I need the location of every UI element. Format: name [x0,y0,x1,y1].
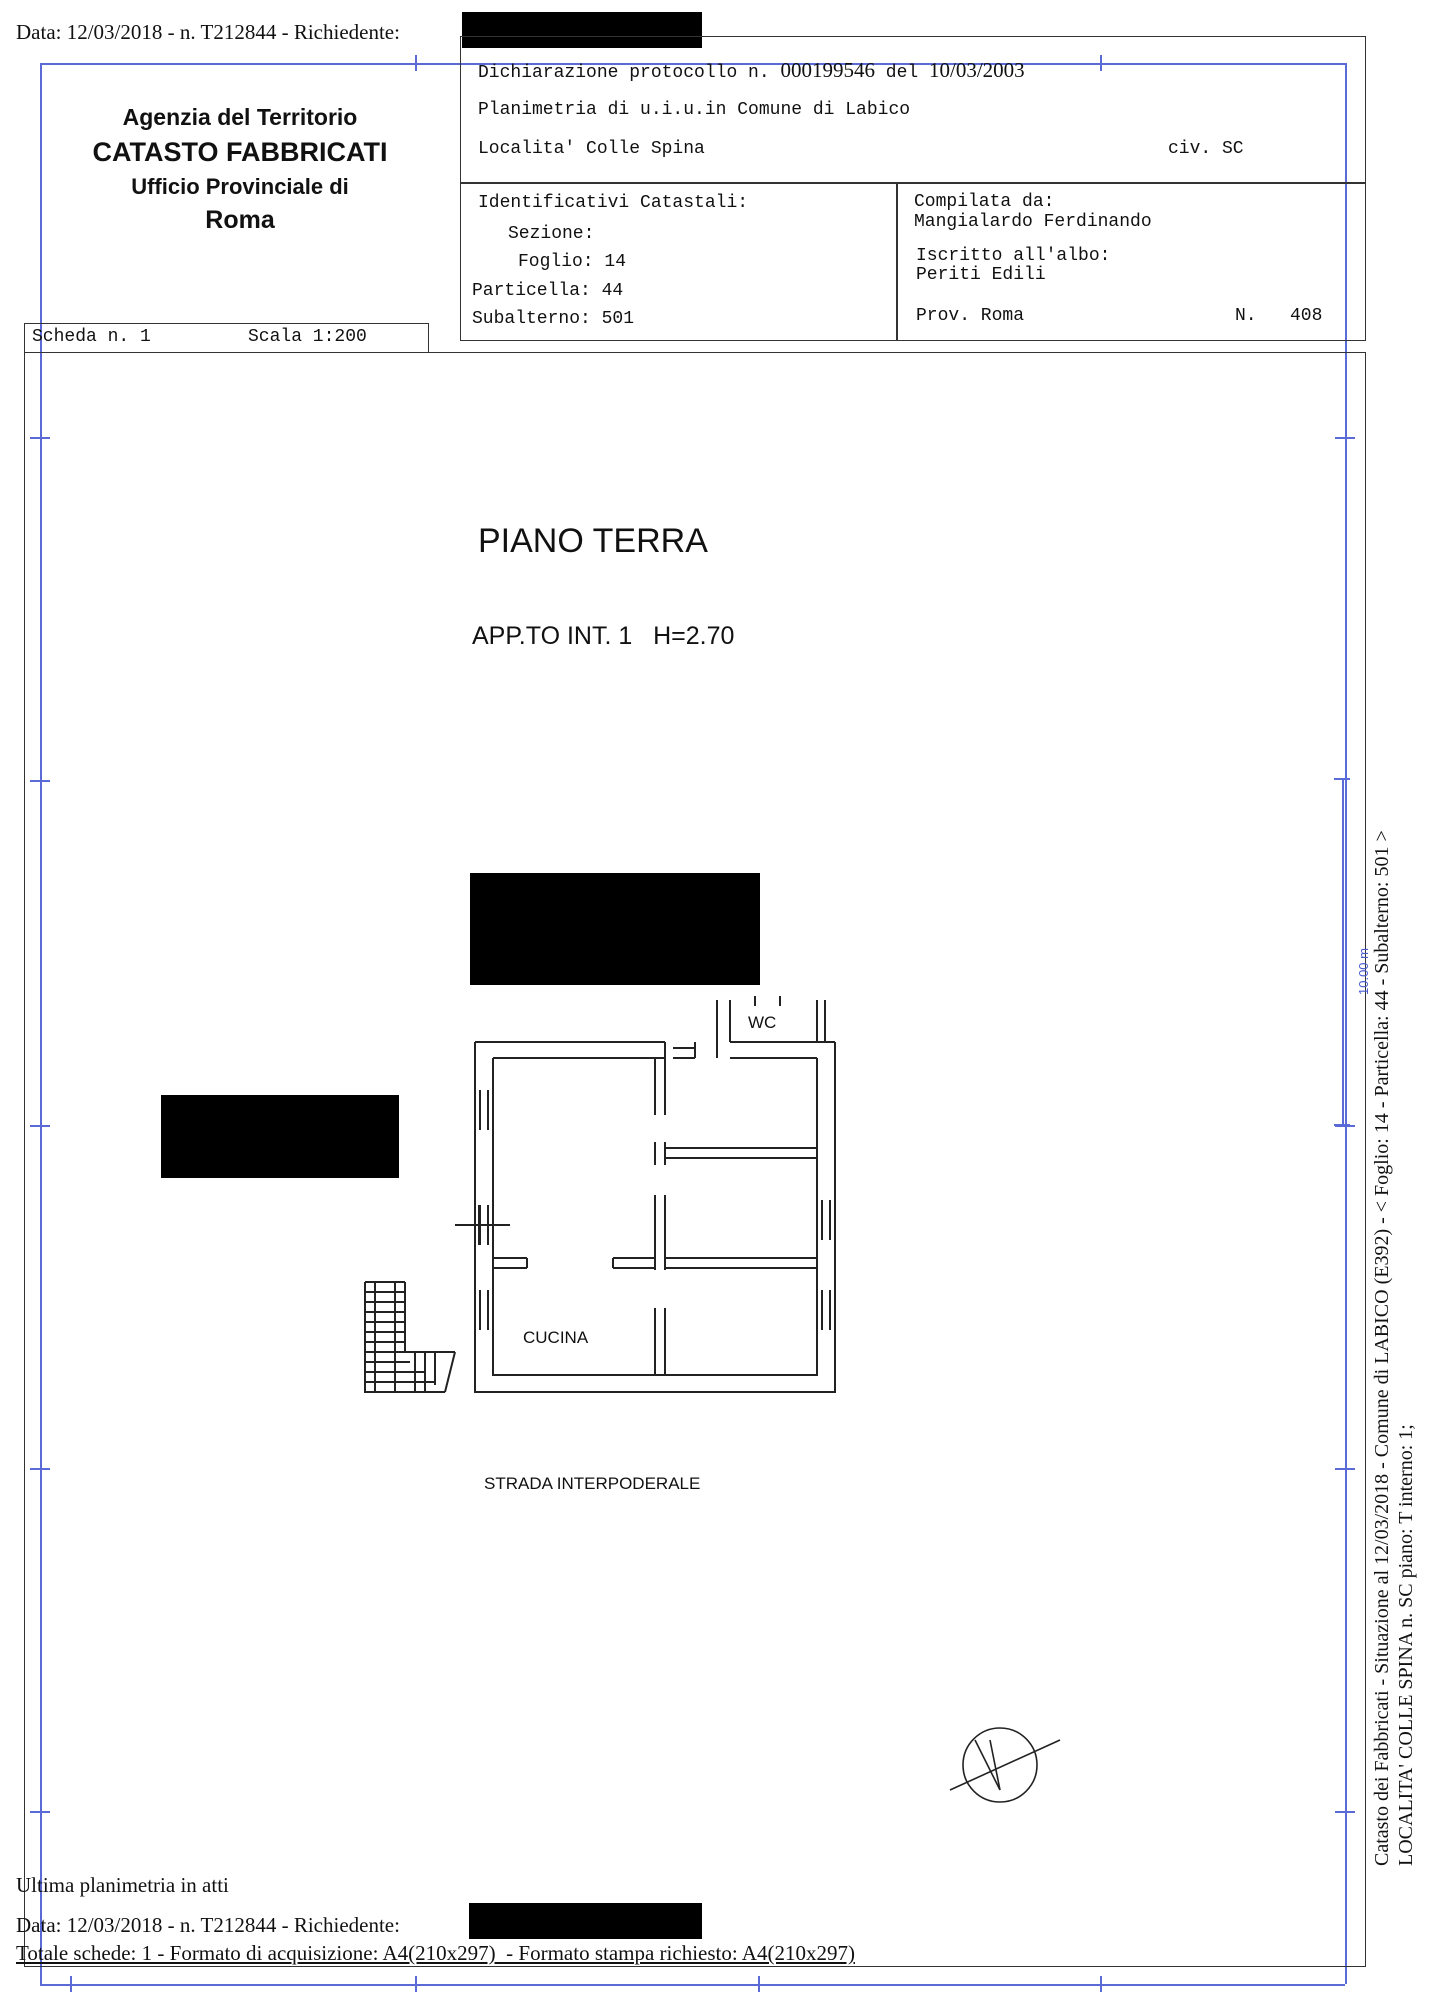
footer-ultima: Ultima planimetria in atti [16,1873,229,1897]
prov-field: Prov. Roma [916,306,1025,326]
agency-name: Agenzia del Territorio [122,104,358,130]
tick-bottom-1 [70,1976,72,1992]
planimetria-line: Planimetria di u.i.u.in Comune di Labico [478,100,911,120]
footer-totale: Totale schede: 1 - Formato di acquisizione: A4(210x297) - Formato stampa richiesto: A4(210x297) [16,1941,855,1965]
plan-subtitle: APP.TO INT. 1 H=2.70 [472,622,735,650]
street-label: STRADA INTERPODERALE [484,1474,701,1493]
dimension-tick-bottom [1334,1124,1350,1126]
top-request-line: Data: 12/03/2018 - n. T212844 - Richiedente: [16,20,400,44]
redacted-requester-bottom [469,1903,702,1939]
protocol-number: 000199546 [780,58,875,82]
agency-city: Roma [205,206,275,234]
floor-plan [355,990,855,1410]
civ-line: civ. SC [1168,139,1244,159]
dimension-line [1342,778,1344,1124]
particella-field: Particella: 44 [472,281,624,301]
foglio-field: Foglio: 14 [518,252,627,272]
iscritto-label: Iscritto all'albo: [916,246,1111,266]
redacted-block-1 [470,873,760,985]
protocol-date: 10/03/2003 [929,58,1025,82]
scheda-number: Scheda n. 1 [32,327,151,347]
identificativi-title: Identificativi Catastali: [478,193,749,213]
footer-request-line: Data: 12/03/2018 - n. T212844 - Richiedente: [16,1913,400,1937]
n-label: N. [1235,306,1257,326]
agency-block [40,100,440,235]
north-arrow-icon [945,1720,1065,1820]
n-value: 408 [1290,306,1323,326]
dichiarazione-label: Dichiarazione protocollo n. [478,63,770,83]
side-info-line2: LOCALITA' COLLE SPINA n. SC piano: T interno: 1; [1395,1424,1417,1866]
room-label-cucina: CUCINA [523,1328,589,1347]
dimension-tick-top [1334,778,1350,780]
compilata-name: Mangialardo Ferdinando [914,212,1152,232]
agency-catasto: CATASTO FABBRICATI [92,137,388,167]
albo-name: Periti Edili [916,265,1046,285]
sezione-field: Sezione: [508,224,595,244]
compilata-title: Compilata da: [914,192,1055,212]
header-divider-v [896,182,898,341]
scala: Scala 1:200 [248,327,367,347]
blue-frame-bottom [40,1984,1345,1986]
agency-ufficio: Ufficio Provinciale di [131,174,349,199]
tick-bottom-2 [415,1976,417,1992]
localita-line: Localita' Colle Spina [478,139,705,159]
tick-bottom-3 [758,1976,760,1992]
tick-bottom-4 [1100,1976,1102,1992]
del-label: del [885,63,919,83]
tick-top-1 [415,55,417,71]
room-label-wc: WC [748,1013,777,1032]
dichiarazione-line [478,58,1025,83]
side-info-line1: Catasto dei Fabbricati - Situazione al 12/03/2018 - Comune di LABICO (E392) - < Foglio: 14 - Particella: 44 - Subalterno: 501 > [1371,830,1393,1866]
header-divider-h [460,182,1366,184]
subalterno-field: Subalterno: 501 [472,309,635,329]
dimension-label: 10.00 m [1356,948,1371,995]
plan-title: PIANO TERRA [478,522,708,560]
